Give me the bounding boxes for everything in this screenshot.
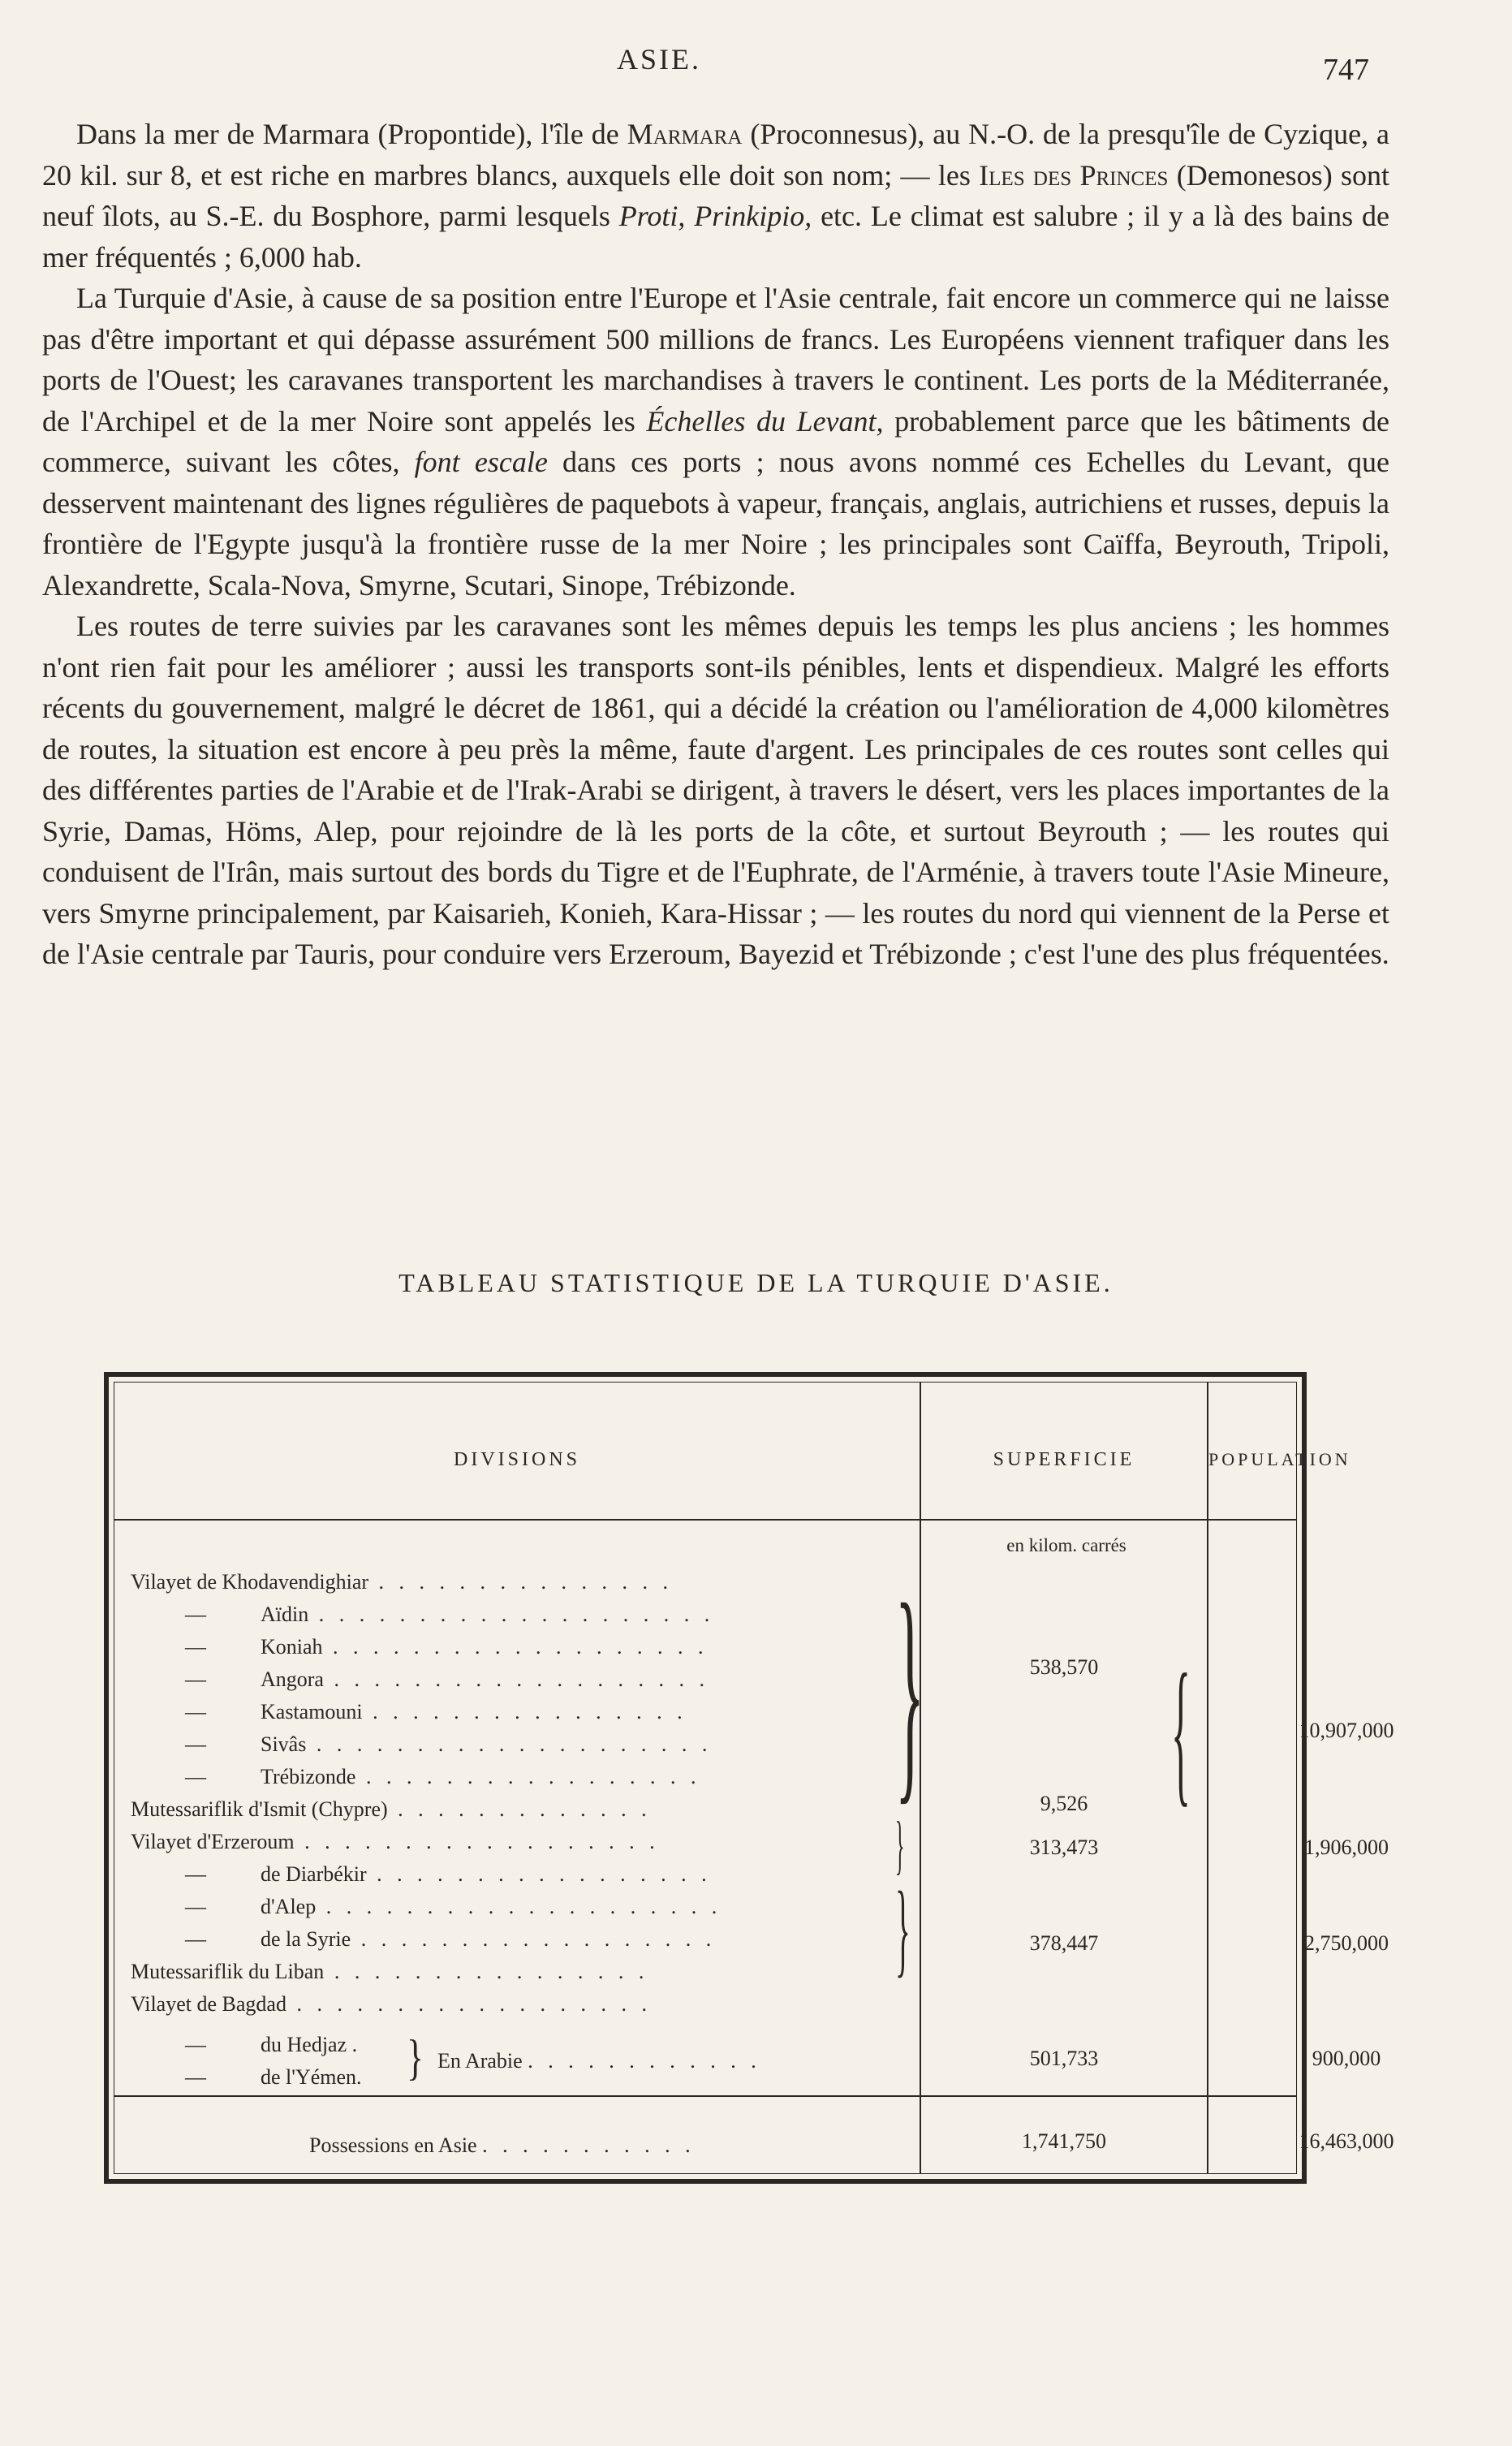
row-leader-dots: . . . . . . . . . . . . . . . . . . . . (306, 1732, 713, 1756)
running-title: ASIE. (617, 43, 701, 75)
table-row-yemen: — de l'Yémen. (185, 2065, 362, 2089)
superficie-syrie: 378,447 (1029, 1931, 1099, 1955)
table-row (131, 1826, 910, 1858)
text-run: Iles des Princes (979, 158, 1169, 192)
header-divisions: DIVISIONS (454, 1449, 580, 1470)
row-label-yemen: de l'Yémen. (261, 2065, 362, 2089)
row-division-name: Kastamouni (261, 1700, 363, 1723)
superficie-group-1: 538,570 (1029, 1655, 1099, 1679)
table-row (131, 1566, 910, 1598)
table-row (131, 1793, 910, 1826)
row-prefix: Vilayet d' (131, 1830, 212, 1853)
body-text (42, 114, 1389, 975)
table-row (131, 1923, 910, 1956)
row-leader-dots: . . . . . . . . . . . . . . . . (324, 1960, 649, 1983)
row-division-name: Khodavendighiar (222, 1570, 369, 1594)
brace-erzeroum: } (895, 1810, 905, 1881)
table-row (131, 1988, 910, 2021)
row-leader-dots: . . . . . . . . . . . . . (387, 1797, 652, 1821)
row-leader-dots: . . . . . . . . . . . . . . . . . . . (322, 1635, 709, 1659)
row-leader-dots: . . . . . . . . . . . . . . . (368, 1570, 674, 1594)
statistics-table (104, 1372, 1394, 2184)
row-prefix: — (185, 1732, 206, 1756)
header-superficie: SUPERFICIE (993, 1449, 1135, 1470)
text-run: (Proconnesus), au N.-O. de la presqu'île de Cyzique, a 20 kil. sur 8, et est riche en marbres blancs, auxquels elle doit son nom; — les (42, 118, 1389, 192)
text-run: probablement parce que les bâtiments de commerce, suivant les côtes, (42, 404, 1390, 478)
row-division-name: Liban (274, 1960, 325, 1983)
superficie-total: 1,741,750 (1022, 2129, 1106, 2153)
row-division-name: Angora (261, 1667, 324, 1691)
row-prefix: — (185, 1927, 206, 1951)
row-division-name: de la Syrie (261, 1927, 351, 1951)
population-total: 16,463,000 (1299, 2129, 1394, 2153)
row-division-name: Bagdad (222, 1992, 286, 2016)
text-run: La Turquie d'Asie, à cause de sa position entre l'Europe et l'Asie centrale, fait encore un commerce qui ne laisse pas d'être important et qui dépasse assurément 500 millions de francs. Les Européens viennent trafiquer dans les ports de l'Ouest; les caravanes transportent les marchandises à travers le continent. Les ports de la Méditerranée, de l'Archipel et de la mer Noire sont appelés les (42, 282, 1389, 438)
table-row (131, 1891, 910, 1923)
row-division-name: Trébizonde (261, 1765, 356, 1788)
paragraph-commerce (42, 278, 1389, 606)
row-prefix: Mutessariflik d' (131, 1797, 263, 1821)
brace-syrie: } (895, 1870, 911, 1987)
paragraph-marmara (42, 114, 1389, 278)
row-leader-dots: . . . . . . . . . . . . . . . . . . (351, 1927, 717, 1951)
superficie-erzeroum: 313,473 (1029, 1836, 1099, 1859)
table-row (131, 1956, 910, 1988)
row-division-name: Aïdin (261, 1603, 309, 1626)
row-prefix: — (185, 1862, 206, 1886)
row-leader-dots: . . . . . . . . . . . . . . . . . . (294, 1830, 660, 1853)
table-row (131, 1761, 910, 1793)
brace-group-1: } (895, 1555, 924, 1824)
row-prefix: — (185, 1765, 206, 1788)
row-prefix: — (185, 1603, 206, 1626)
superficie-arabie: 501,733 (1029, 2047, 1099, 2070)
page-header (0, 42, 1512, 91)
total-row-label: Possessions en Asie . . . . . . . . . . . (309, 2133, 696, 2157)
total-rule (114, 2095, 1296, 2097)
row-prefix: Mutessariflik du (131, 1960, 275, 1983)
table-row (131, 1663, 910, 1696)
row-prefix: — (185, 1635, 206, 1659)
population-syrie: 2,750,000 (1304, 1931, 1389, 1955)
row-leader-dots: . . . . . . . . . . . . . . . . . . . (323, 1667, 709, 1691)
text-run: Dans la mer de Marmara (Propontide), l'île de (76, 118, 627, 150)
population-arabie: 900,000 (1312, 2047, 1381, 2070)
row-prefix: — (185, 1700, 206, 1723)
text-run: Échelles du Levant, (646, 404, 884, 438)
row-division-name: Sivâs (261, 1732, 307, 1756)
population-erzeroum: 1,906,000 (1304, 1836, 1389, 1859)
row-leader-dots: . . . . . . . . . . . . . . . . . . . . (308, 1603, 715, 1626)
row-prefix: Vilayet de (131, 1570, 222, 1594)
population-group-1: 10,907,000 (1299, 1719, 1394, 1742)
table-row (131, 1728, 910, 1761)
text-run: dans ces ports ; nous avons nommé ces Echelles du Levant, que desservent maintenant des lignes régulières de paquebots à vapeur, français, anglais, autrichiens et russes, depuis la frontière de l'Egypte jusqu'à la frontière russe de la mer Noire ; les principales sont Caïffa, Beyrouth, Tripoli, Alexandrette, Scala-Nova, Smyrne, Scutari, Sinope, Trébizonde. (42, 446, 1390, 602)
row-prefix: Vilayet de (131, 1992, 222, 2016)
table-row (131, 1858, 910, 1891)
row-division-name: de Diarbékir (261, 1862, 367, 1886)
row-leader-dots: . . . . . . . . . . . . . . . . . . . . (316, 1895, 722, 1918)
page-number: 747 (1323, 53, 1369, 87)
row-prefix: — (185, 1667, 206, 1691)
text-run: etc. Le climat est salubre ; il y a là des bains de mer fréquentés ; 6,000 hab. (42, 200, 1390, 274)
header-population: POPULATION (1208, 1449, 1351, 1469)
row-leader-dots: . . . . . . . . . . . . . . . . . (366, 1862, 712, 1886)
table-inner-frame (114, 1382, 1394, 2174)
row-label-hedjaz: du Hedjaz . (261, 2033, 358, 2056)
table-row (131, 1696, 910, 1728)
superficie-ismit: 9,526 (1040, 1792, 1088, 1815)
text-run: (Demonesos) sont neuf îlots, au S.-E. du Bosphore, parmi lesquels (42, 158, 1390, 232)
text-run: Les routes de terre suivies par les caravanes sont les mêmes depuis les temps les plus anciens ; les hommes n'ont rien fait pour les améliorer ; aussi les transports sont-ils pénibles, lents et dispendieux. Malgré les efforts récents du gouvernement, malgré le décret de 1861, qui a décidé la création ou l'amélioration de 4,000 kilomètres de routes, la situation est encore à peu près la même, faute d'argent. Les principales de ces routes sont celles qui des différentes parties de l'Arabie et de l'Irak-Arabi se dirigent, à travers le désert, vers les places importantes de la Syrie, Damas, Höms, Alep, pour rejoindre de là les ports de la côte, et surtout Beyrouth ; — les routes qui conduisent de l'Irân, mais surtout des bords du Tigre et de l'Euphrate, de l'Arménie, à travers toute l'Asie Mineure, vers Smyrne principalement, par Kaisarieh, Konieh, Kara-Hissar ; — les routes du nord qui viennent de la Perse et de l'Asie centrale par Tauris, pour conduire vers Erzeroum, Bayezid et Trébizonde ; c'est l'une des plus fréquentées. (42, 610, 1389, 970)
brace-arabia: } (407, 2030, 424, 2086)
row-leader-dots: . . . . . . . . . . . . . . . . . . (286, 1992, 652, 2016)
table-row-arabia: — du Hedjaz . (185, 2033, 358, 2056)
units-label: en kilom. carrés (1006, 1535, 1126, 1555)
table-row (131, 1598, 910, 1631)
paragraph-routes (42, 606, 1389, 975)
header-rule (114, 1519, 1296, 1521)
row-leader-dots: . . . . . . . . . . . . . . . . (362, 1700, 687, 1723)
row-leader-dots: . . . . . . . . . . . . . . . . . (355, 1765, 701, 1788)
text-run: Proti, Prinkipio, (618, 200, 812, 232)
row-division-name: Ismit (Chypre) (262, 1797, 388, 1821)
table-title: TABLEAU STATISTIQUE DE LA TURQUIE D'ASIE. (398, 1268, 1114, 1297)
brace-population-group: { (1171, 1641, 1191, 1821)
table-row (131, 1631, 910, 1663)
row-division-name: Erzeroum (211, 1830, 295, 1853)
text-run: Marmara (627, 118, 743, 150)
arabia-group-label: En Arabie . . . . . . . . . . . . (437, 2049, 761, 2073)
row-division-name: d'Alep (261, 1895, 317, 1918)
row-prefix: — (185, 1895, 206, 1918)
text-run: font escale (414, 446, 548, 478)
row-division-name: Koniah (261, 1635, 323, 1659)
